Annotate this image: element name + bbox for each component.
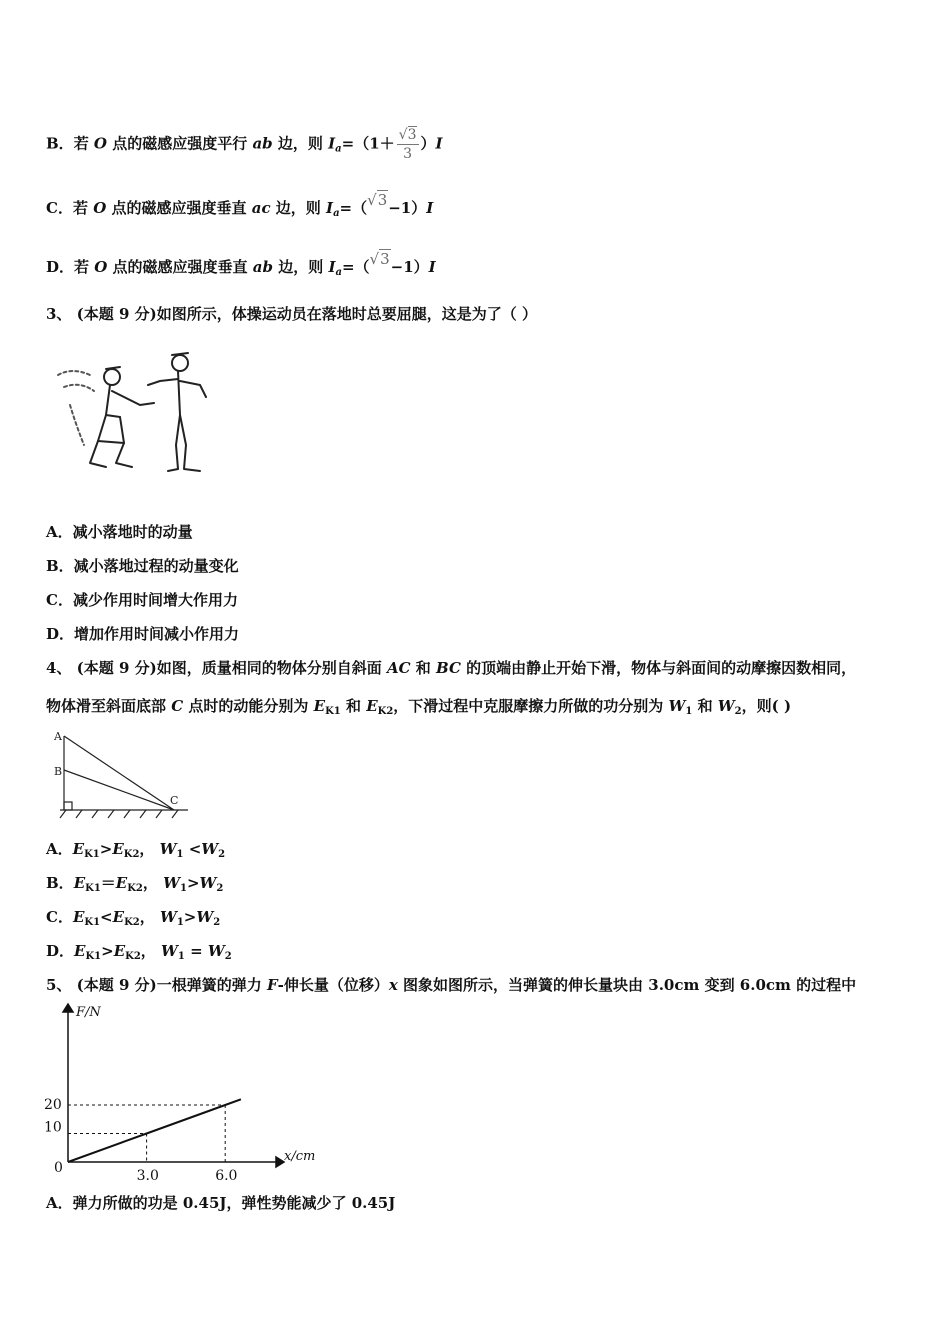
fraction-sqrt3-over-3: $\frac{√3}{3}$ bbox=[398, 127, 417, 162]
y-axis-arrow bbox=[63, 1004, 73, 1012]
q4-option-a: A．$E_{K1}>E_{K2}$， $W_1 <W_2$ bbox=[46, 840, 226, 860]
origin-label: 0 bbox=[54, 1160, 63, 1176]
incline-diagram bbox=[52, 728, 197, 820]
label-a: A bbox=[54, 730, 62, 743]
q2-option-b: B．若 O 点的磁感应强度平行 ab 边，则 $I_a=(1+$ $\frac{√3}{3}$ ）I bbox=[46, 127, 443, 162]
y-tick-label: 20 bbox=[44, 1097, 62, 1113]
x-tick-label: 6.0 bbox=[215, 1168, 238, 1184]
q2-option-d: D．若 O 点的磁感应强度垂直 ab 边，则 $I_a=(√3-1)I$ bbox=[46, 250, 436, 278]
force-extension-chart bbox=[40, 1000, 330, 1185]
q3-stem: 3、 (本题 9 分)如图所示，体操运动员在落地时总要屈腿，这是为了（ ） bbox=[46, 305, 537, 323]
sqrt-3: √3 bbox=[369, 250, 390, 268]
q5-stem: 5、 (本题 9 分)一根弹簧的弹力 F-伸长量（位移）x 图象如图所示，当弹簧的伸长量块由 3.0cm 变到 6.0cm 的过程中 bbox=[46, 976, 857, 994]
q4-stem-line1: 4、 (本题 9 分)如图，质量相同的物体分别自斜面 AC 和 BC 的顶端由静止开始下滑，物体与斜面间的动摩擦因数相同， bbox=[46, 659, 857, 677]
q4-stem-line2: 物体滑至斜面底部 C 点时的动能分别为 $E_{K1}$ 和 $E_{K2}$，下滑过程中克服摩擦力所做的功分别为 $W_1$ 和 $W_2$，则( ) bbox=[46, 697, 792, 717]
sqrt-3: √3 bbox=[367, 191, 388, 209]
label-b: B bbox=[54, 765, 63, 778]
q4-option-b: B．$E_{K1}=E_{K2}$， $W_1>W_2$ bbox=[46, 874, 224, 894]
q3-option-d: D．增加作用时间减小作用力 bbox=[46, 625, 240, 643]
x-axis-arrow bbox=[276, 1157, 284, 1167]
q2-option-c: C．若 O 点的磁感应强度垂直 ac 边，则 $I_a=(√3-1)I$ bbox=[46, 191, 434, 219]
q3-option-b: B．减小落地过程的动量变化 bbox=[46, 557, 239, 575]
incline-bc bbox=[64, 770, 174, 810]
y-axis-label: F/N bbox=[76, 1005, 101, 1020]
x-axis-label: x/cm bbox=[284, 1149, 316, 1164]
x-tick-label: 3.0 bbox=[136, 1168, 159, 1184]
right-angle-mark bbox=[64, 802, 72, 810]
gymnast-landing-figure bbox=[50, 345, 220, 480]
q5-option-a: A．弹力所做的功是 0.45J，弹性势能减少了 0.45J bbox=[46, 1194, 396, 1212]
incline-ac bbox=[64, 736, 174, 810]
q3-option-a: A．减小落地时的动量 bbox=[46, 523, 193, 541]
label-c: C bbox=[170, 794, 179, 807]
series-line bbox=[68, 1099, 241, 1162]
y-tick-label: 10 bbox=[44, 1119, 62, 1136]
q4-option-c: C．$E_{K1}<E_{K2}$， $W_1>W_2$ bbox=[46, 908, 221, 928]
ground-hatching bbox=[60, 810, 178, 818]
q4-option-d: D．$E_{K1}>E_{K2}$， $W_1 = W_2$ bbox=[46, 942, 232, 962]
q3-option-c: C．减少作用时间增大作用力 bbox=[46, 591, 238, 609]
